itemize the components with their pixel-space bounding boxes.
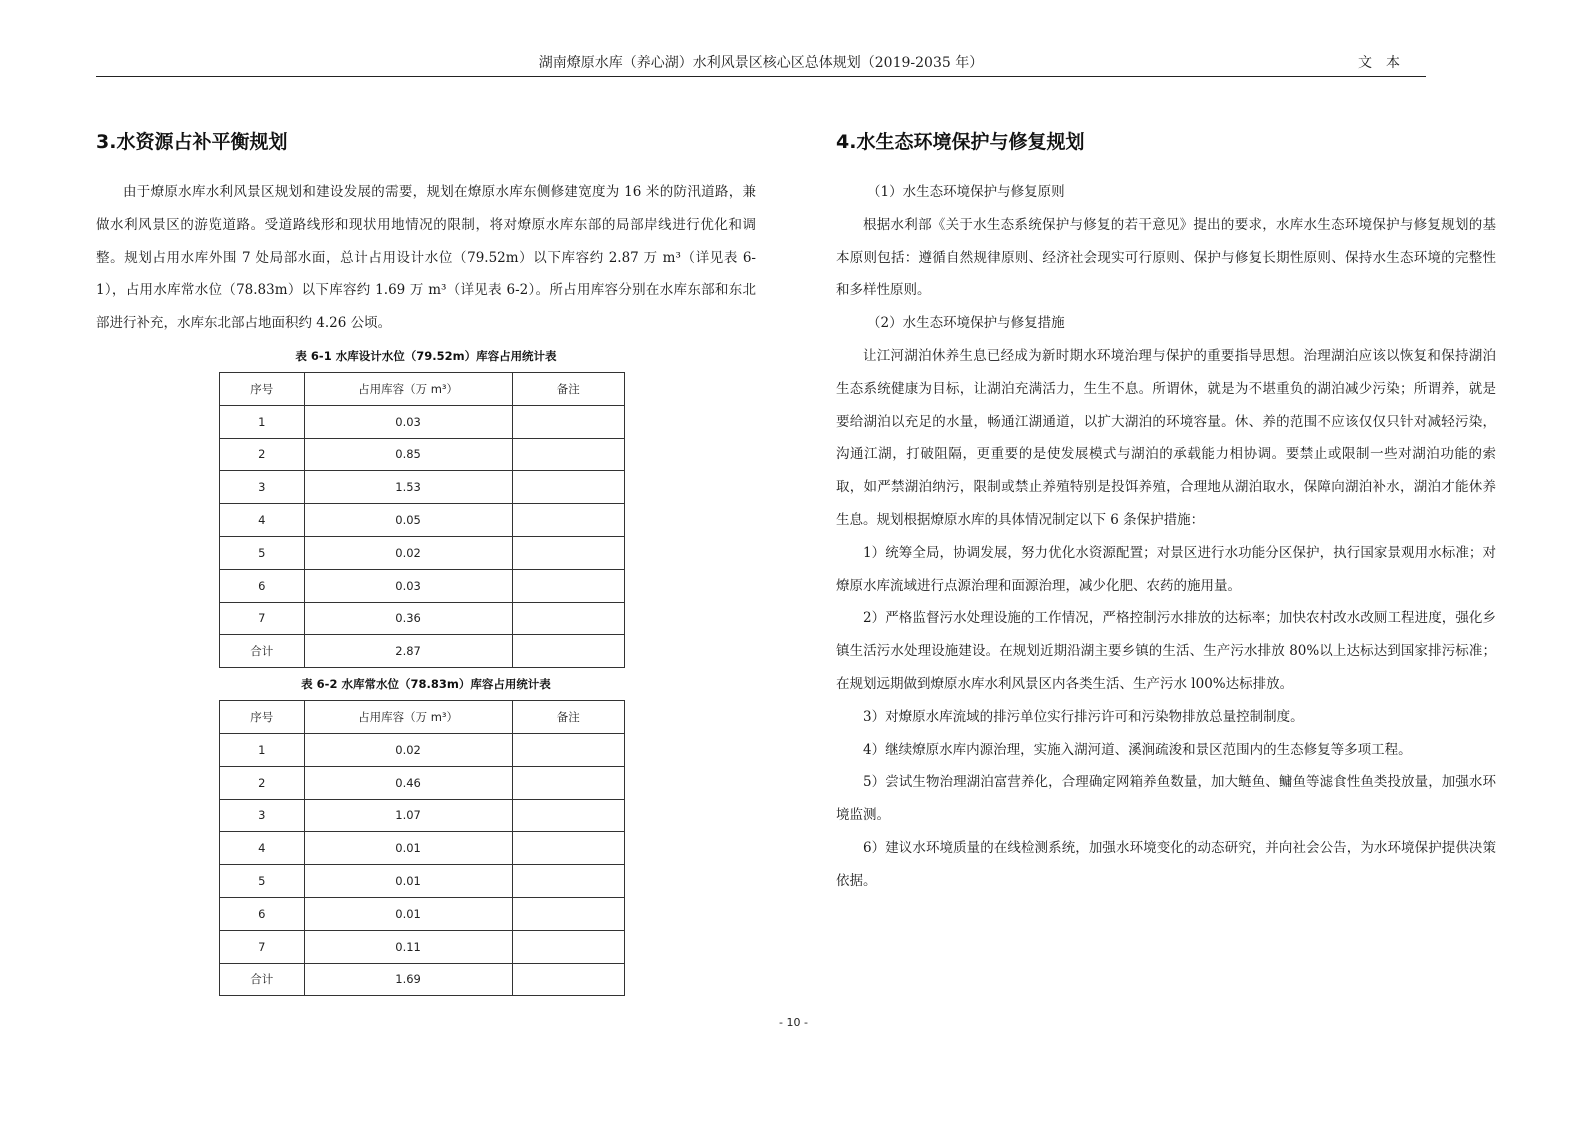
cell-index: 4 — [220, 832, 305, 865]
cell-remark — [512, 832, 624, 865]
table-total-row — [220, 963, 625, 996]
cell-remark — [512, 865, 624, 898]
cell-remark — [512, 405, 624, 438]
section-heading-eco-protection: 4.水生态环境保护与修复规划 — [836, 131, 1085, 153]
measures-paragraph: 让江河湖泊休养生息已经成为新时期水环境治理与保护的重要指导思想。治理湖泊应该以恢复和保持湖泊生态系统健康为目标，让湖泊充满活力，生生不息。所谓休，就是为不堪重负的湖泊减少污染；所谓养，就是要给湖泊以充足的水量，畅通江湖通道，以扩大湖泊的环境容量。休、养的范围不应该仅仅只针对减轻污染，沟通江湖，打破阻隔，更重要的是使发展模式与湖泊的承载能力相协调。要禁止或限制一些对湖泊功能的索取，如严禁湖泊纳污，限制或禁止养殖特别是投饵养殖，合理地从湖泊取水，保障向湖泊补水，湖泊才能休养生息。规划根据燎原水库的具体情况制定以下 6 条保护措施： — [836, 347, 1496, 528]
cell-index: 合计 — [220, 635, 305, 668]
cell-capacity: 0.03 — [304, 405, 512, 438]
cell-capacity: 0.03 — [304, 569, 512, 602]
table-row — [220, 504, 625, 537]
cell-capacity: 0.01 — [304, 832, 512, 865]
measure-item: 5）尝试生物治理湖泊富营养化，合理确定网箱养鱼数量，加大鲢鱼、鳙鱼等滤食性鱼类投放量，加强水环境监测。 — [836, 774, 1496, 824]
cell-index: 合计 — [220, 963, 305, 996]
cell-index: 3 — [220, 799, 305, 832]
table-row — [220, 471, 625, 504]
cell-index: 3 — [220, 471, 305, 504]
section-heading-water-balance: 3.水资源占补平衡规划 — [96, 131, 288, 153]
cell-index: 5 — [220, 865, 305, 898]
water-balance-paragraph: 由于燎原水库水利风景区规划和建设发展的需要，规划在燎原水库东侧修建宽度为 16 米的防汛道路，兼做水利风景区的游览道路。受道路线形和现状用地情况的限制，将对燎原水库东部的局部岸线进行优化和调整。规划占用水库外围 7 处局部水面，总计占用设计水位（79.52m）以下库容约 2.87 万 m³（详见表 6-1），占用水库常水位（78.83m）以下库容约 1.69 万 m³（详见表 6-2）。所占用库容分别在水库东部和东北部进行补充，水库东北部占地面积约 4.26 公顷。 — [96, 184, 756, 332]
cell-remark — [512, 766, 624, 799]
table-row — [220, 405, 625, 438]
cell-capacity: 0.85 — [304, 438, 512, 471]
cell-remark — [512, 635, 624, 668]
right-column — [836, 128, 1496, 898]
cell-index: 7 — [220, 930, 305, 963]
table-row — [220, 766, 625, 799]
cell-index: 5 — [220, 536, 305, 569]
table-header-row — [220, 372, 625, 405]
cell-index: 6 — [220, 569, 305, 602]
table-row — [220, 536, 625, 569]
measure-item: 3）对燎原水库流域的排污单位实行排污许可和污染物排放总量控制制度。 — [863, 708, 1304, 725]
cell-capacity: 2.87 — [304, 635, 512, 668]
table-6-1 — [219, 372, 625, 668]
table-row — [220, 602, 625, 635]
principles-subheading: （1）水生态环境保护与修复原则 — [867, 184, 1065, 200]
cell-index: 6 — [220, 897, 305, 930]
column-header-capacity: 占用库容（万 m³） — [304, 372, 512, 405]
cell-capacity: 0.01 — [304, 897, 512, 930]
cell-remark — [512, 799, 624, 832]
table-row — [220, 930, 625, 963]
table-6-2-caption: 表 6-2 水库常水位（78.83m）库容占用统计表 — [301, 677, 551, 692]
cell-index: 2 — [220, 766, 305, 799]
cell-index: 7 — [220, 602, 305, 635]
cell-index: 1 — [220, 733, 305, 766]
table-row — [220, 733, 625, 766]
table-6-2 — [219, 700, 625, 996]
column-header-index: 序号 — [220, 701, 305, 734]
cell-remark — [512, 438, 624, 471]
table-header-row — [220, 701, 625, 734]
cell-capacity: 0.01 — [304, 865, 512, 898]
section-label: 文本 — [1358, 55, 1414, 71]
column-header-capacity: 占用库容（万 m³） — [304, 701, 512, 734]
page-number: - 10 - — [779, 1016, 808, 1029]
table-row — [220, 832, 625, 865]
measure-item: 6）建议水环境质量的在线检测系统，加强水环境变化的动态研究，并向社会公告，为水环境保护提供决策依据。 — [836, 839, 1496, 889]
table-row — [220, 438, 625, 471]
cell-remark — [512, 536, 624, 569]
cell-capacity: 1.69 — [304, 963, 512, 996]
cell-index: 2 — [220, 438, 305, 471]
cell-capacity: 0.46 — [304, 766, 512, 799]
measure-item: 1）统筹全局，协调发展，努力优化水资源配置；对景区进行水功能分区保护，执行国家景观用水标准；对燎原水库流域进行点源治理和面源治理，减少化肥、农药的施用量。 — [836, 544, 1496, 594]
cell-index: 4 — [220, 504, 305, 537]
cell-capacity: 0.02 — [304, 733, 512, 766]
table-row — [220, 897, 625, 930]
table-total-row — [220, 635, 625, 668]
column-header-remark: 备注 — [512, 372, 624, 405]
cell-capacity: 1.07 — [304, 799, 512, 832]
measure-item: 2）严格监督污水处理设施的工作情况，严格控制污水排放的达标率；加快农村改水改厕工程进度，强化乡镇生活污水处理设施建设。在规划近期沿湖主要乡镇的生活、生产污水排放 80%以上达标达到国家排污标准；在规划远期做到燎原水库水利风景区内各类生活、生产污水 l00%达标排放。 — [836, 610, 1496, 692]
table-row — [220, 569, 625, 602]
cell-capacity: 0.02 — [304, 536, 512, 569]
table-row — [220, 799, 625, 832]
page-header — [96, 54, 1426, 77]
table-6-1-caption: 表 6-1 水库设计水位（79.52m）库容占用统计表 — [295, 348, 557, 363]
cell-capacity: 1.53 — [304, 471, 512, 504]
document-title: 湖南燎原水库（养心湖）水利风景区核心区总体规划（2019-2035 年） — [538, 55, 984, 71]
left-column — [96, 128, 756, 996]
cell-capacity: 0.11 — [304, 930, 512, 963]
cell-remark — [512, 733, 624, 766]
cell-remark — [512, 569, 624, 602]
cell-capacity: 0.05 — [304, 504, 512, 537]
measure-item: 4）继续燎原水库内源治理，实施入湖河道、溪涧疏浚和景区范围内的生态修复等多项工程。 — [863, 741, 1412, 758]
cell-remark — [512, 963, 624, 996]
cell-remark — [512, 504, 624, 537]
column-header-remark: 备注 — [512, 701, 624, 734]
column-header-index: 序号 — [220, 372, 305, 405]
cell-remark — [512, 897, 624, 930]
table-row — [220, 865, 625, 898]
measures-subheading: （2）水生态环境保护与修复措施 — [867, 315, 1065, 332]
cell-capacity: 0.36 — [304, 602, 512, 635]
cell-remark — [512, 471, 624, 504]
cell-remark — [512, 602, 624, 635]
cell-remark — [512, 930, 624, 963]
cell-index: 1 — [220, 405, 305, 438]
principles-paragraph: 根据水利部《关于水生态系统保护与修复的若干意见》提出的要求，水库水生态环境保护与修复规划的基本原则包括：遵循自然规律原则、经济社会现实可行原则、保护与修复长期性原则、保持水生态环境的完整性和多样性原则。 — [836, 216, 1496, 299]
